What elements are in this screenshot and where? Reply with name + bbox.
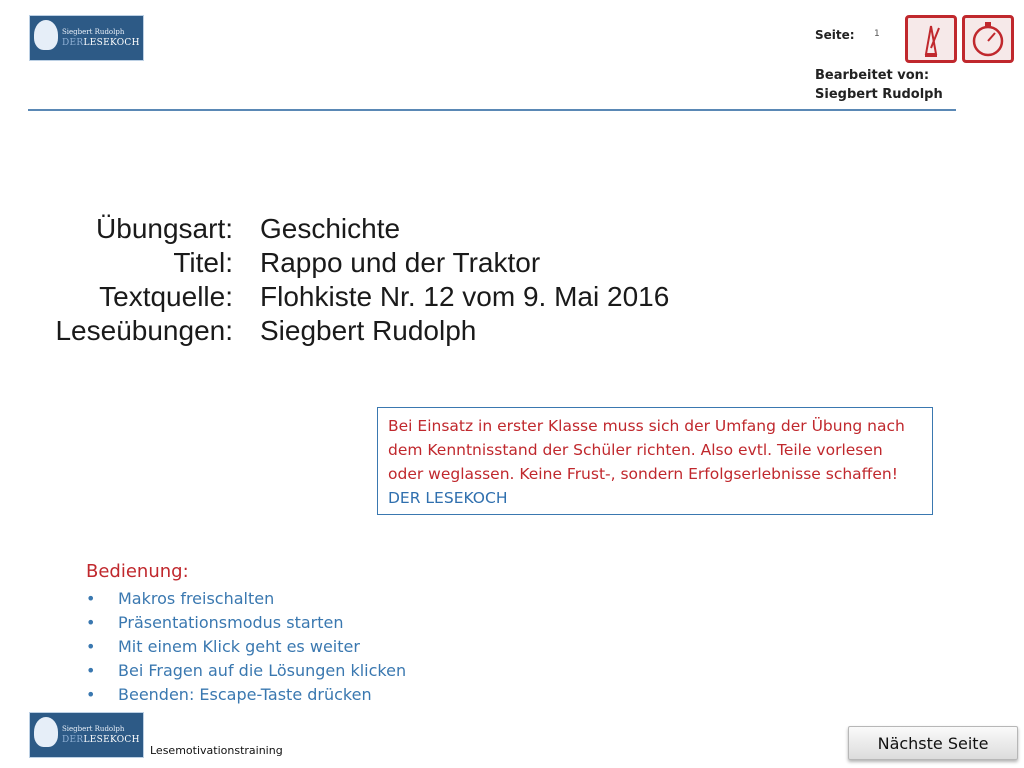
meta-key-exercise-type: Übungsart: — [96, 213, 233, 244]
meta-key-title: Titel: — [173, 247, 233, 278]
edited-by-label: Bearbeitet von: — [815, 68, 930, 83]
list-item: • Mit einem Klick geht es weiter — [86, 635, 406, 659]
list-item: • Beenden: Escape-Taste drücken — [86, 683, 406, 707]
meta-key-exercises: Leseübungen: — [55, 315, 233, 346]
meta-value-exercise-type: Geschichte — [260, 213, 401, 244]
controls-title: Bedienung: — [86, 561, 189, 582]
notice-box — [377, 407, 933, 515]
header-divider — [28, 109, 956, 111]
edited-by-name: Siegbert Rudolph — [815, 87, 943, 102]
footer-text: Lesemotivationstraining — [150, 744, 283, 757]
list-item: • Makros freischalten — [86, 587, 406, 611]
logo-name: Siegbert Rudolph — [62, 28, 125, 36]
lightbulb-icon — [34, 717, 58, 747]
meta-value-exercises: Siegbert Rudolph — [260, 315, 477, 346]
controls-list — [86, 587, 406, 707]
page-number: 1 — [874, 29, 880, 39]
meta-value-source: Flohkiste Nr. 12 vom 9. Mai 2016 — [260, 281, 670, 312]
next-page-button[interactable]: Nächste Seite — [848, 726, 1018, 760]
lightbulb-icon — [34, 20, 58, 50]
metronome-icon[interactable] — [905, 15, 957, 63]
lesekoch-logo — [29, 15, 144, 61]
lesekoch-logo-footer — [29, 712, 144, 758]
logo-brand: DERLESEKOCH — [62, 735, 140, 745]
meta-value-title: Rappo und der Traktor — [260, 247, 541, 278]
stopwatch-icon[interactable] — [962, 15, 1014, 63]
logo-brand: DERLESEKOCH — [62, 38, 140, 48]
notice-link[interactable]: DER LESEKOCH — [388, 489, 508, 507]
list-item: • Präsentationsmodus starten — [86, 611, 406, 635]
notice-text: Bei Einsatz in erster Klasse muss sich der Umfang der Übung nach dem Kenntnisstand der Schüler richten. Also evtl. Teile vorlesen oder weglassen. Keine Frust-, sondern Erfolgserlebnisse schaffen! — [388, 417, 905, 483]
list-item: • Bei Fragen auf die Lösungen klicken — [86, 659, 406, 683]
page-label: Seite: — [815, 28, 855, 42]
logo-name: Siegbert Rudolph — [62, 725, 125, 733]
meta-key-source: Textquelle: — [99, 281, 233, 312]
